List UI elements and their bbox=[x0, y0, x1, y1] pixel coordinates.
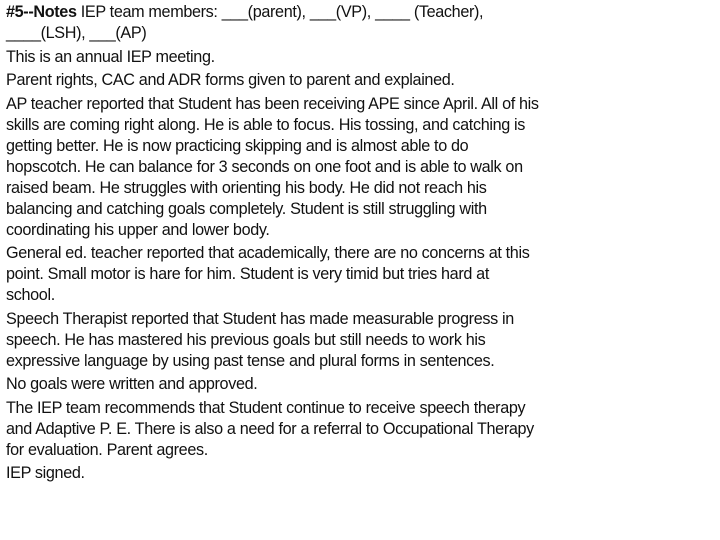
note-paragraph bbox=[6, 47, 718, 68]
note-line: balancing and catching goals completely. Student is still struggling with bbox=[6, 199, 487, 218]
note-line: hopscotch. He can balance for 3 seconds on one foot and is able to walk on bbox=[6, 157, 523, 176]
note-line: raised beam. He struggles with orienting his body. He did not reach his bbox=[6, 178, 487, 197]
team-members-line-1: IEP team members: ___(parent), ___(VP), ____ (Teacher), bbox=[76, 3, 484, 21]
note-paragraph bbox=[6, 398, 718, 461]
note-line: point. Small motor is hare for him. Student is very timid but tries hard at bbox=[6, 265, 489, 283]
notes-paragraphs bbox=[6, 47, 718, 485]
note-line: school. bbox=[6, 286, 55, 304]
note-line: Speech Therapist reported that Student has made measurable progress in bbox=[6, 309, 514, 328]
note-line: The IEP team recommends that Student continue to receive speech therapy bbox=[6, 398, 526, 417]
note-line: expressive language by using past tense and plural forms in sentences. bbox=[6, 351, 495, 370]
note-line: This is an annual IEP meeting. bbox=[6, 47, 215, 66]
note-line: AP teacher reported that Student has been receiving APE since April. All of his bbox=[6, 94, 539, 113]
note-line: speech. He has mastered his previous goals but still needs to work his bbox=[6, 330, 486, 349]
note-line: IEP signed. bbox=[6, 464, 85, 482]
team-members-line-2: ____(LSH), ___(AP) bbox=[6, 24, 147, 42]
note-line: No goals were written and approved. bbox=[6, 375, 258, 393]
note-line: coordinating his upper and lower body. bbox=[6, 220, 270, 239]
notes-label: #5--Notes bbox=[6, 3, 77, 21]
note-paragraph bbox=[6, 94, 718, 241]
note-line: getting better. He is now practicing skipping and is almost able to do bbox=[6, 136, 469, 155]
note-paragraph bbox=[6, 243, 718, 306]
note-paragraph bbox=[6, 70, 718, 91]
note-paragraph bbox=[6, 463, 718, 484]
note-paragraph bbox=[6, 309, 718, 372]
note-line: General ed. teacher reported that academically, there are no concerns at this bbox=[6, 244, 530, 262]
team-members-heading bbox=[6, 2, 718, 44]
notes-document bbox=[6, 2, 718, 487]
note-line: and Adaptive P. E. There is also a need for a referral to Occupational Therapy bbox=[6, 419, 534, 438]
note-line: Parent rights, CAC and ADR forms given to parent and explained. bbox=[6, 71, 455, 89]
note-paragraph bbox=[6, 374, 718, 395]
note-line: skills are coming right along. He is able to focus. His tossing, and catching is bbox=[6, 115, 526, 134]
note-line: for evaluation. Parent agrees. bbox=[6, 440, 208, 459]
